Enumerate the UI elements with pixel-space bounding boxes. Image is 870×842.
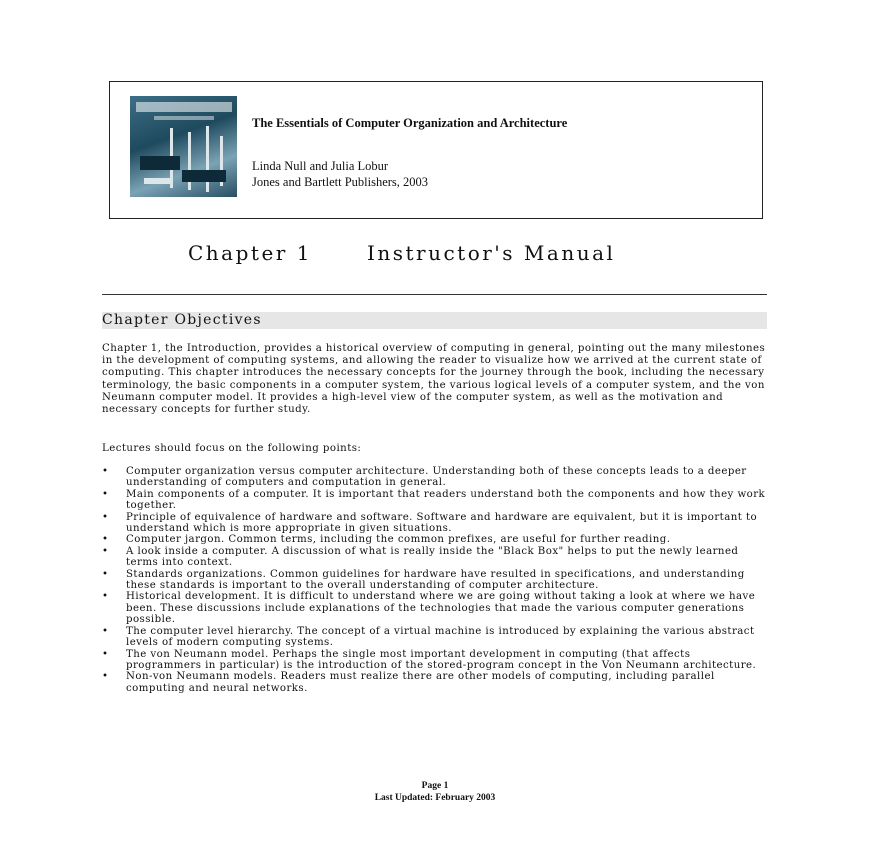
list-item: • The computer level hierarchy. The concept of a virtual machine is introduced by explaining the various abstract levels of modern computing systems. — [102, 625, 755, 649]
bullet-icon: • — [102, 625, 109, 637]
list-item: • Computer jargon. Common terms, including the common prefixes, are useful for further reading. — [102, 534, 671, 546]
book-authors: Linda Null and Julia Lobur — [252, 159, 389, 173]
list-item: • Principle of equivalence of hardware and software. Software and hardware are equivalent, but it is important to understand which is more appropriate in given situations. — [102, 511, 758, 535]
bullet-icon: • — [102, 591, 109, 603]
list-item: • Standards organizations. Common guidelines for hardware have resulted in specifications, and understanding these standards is important to the overall understanding of computer architecture. — [102, 568, 745, 592]
bullet-icon: • — [102, 488, 109, 500]
book-cover-image — [130, 96, 237, 197]
book-title: The Essentials of Computer Organization and Architecture — [252, 116, 568, 130]
page-title — [188, 241, 615, 265]
last-updated: Last Updated: February 2003 — [374, 793, 496, 803]
bullet-icon: • — [102, 466, 109, 477]
list-item: • A look inside a computer. A discussion of what is really inside the "Black Box" helps to put the newly learned terms into context. — [102, 545, 739, 569]
section-title: Chapter Objectives — [102, 312, 262, 328]
list-item: • Historical development. It is difficult to understand where we are going without taking a look at where we have been. These discussions include explanations of the technologies that made the various computer generations possible. — [102, 591, 756, 626]
book-info-box — [109, 81, 763, 219]
list-item: • Main components of a computer. It is important that readers understand both the components and how they work together. — [102, 488, 766, 512]
bullet-icon: • — [102, 545, 109, 557]
list-item: • Non-von Neumann models. Readers must realize there are other models of computing, including parallel computing and neural networks. — [102, 671, 715, 694]
list-item: • Computer organization versus computer architecture. Understanding both of these concepts leads to a deeper understanding of computers and computation in general. — [102, 466, 747, 489]
section-header — [102, 312, 767, 329]
bullet-icon: • — [102, 511, 109, 523]
bullet-icon: • — [102, 568, 109, 580]
page-number: Page 1 — [421, 781, 449, 791]
book-publisher: Jones and Bartlett Publishers, 2003 — [252, 175, 429, 189]
manual-title: Instructor's Manual — [366, 241, 616, 265]
list-item: • The von Neumann model. Perhaps the single most important development in computing (that affects programmers in particular) is the introduction of the stored-program concept in the Von Neumann architecture. — [102, 648, 757, 671]
intro-paragraph: Chapter 1, the Introduction, provides a historical overview of computing in general, pointing out the many milestones in the development of computing systems, and allowing the reader to visualize how we arrived at the current state of computing. This chapter introduces the necessary concepts for the journey through the book, including the necessary terminology, the basic components in a computer system, the various logical levels of a computer system, and the von Neumann computer model. It provides a high-level view of the computer system, as well as the motivation and necessary concepts for further study. — [102, 343, 766, 416]
bullet-icon: • — [102, 648, 109, 660]
bullet-icon: • — [102, 671, 109, 683]
objectives-list — [102, 466, 767, 694]
bullet-icon: • — [102, 534, 109, 546]
lead-sentence: Lectures should focus on the following points: — [102, 443, 362, 454]
horizontal-divider — [102, 294, 767, 295]
chapter-number: Chapter 1 — [188, 241, 312, 265]
